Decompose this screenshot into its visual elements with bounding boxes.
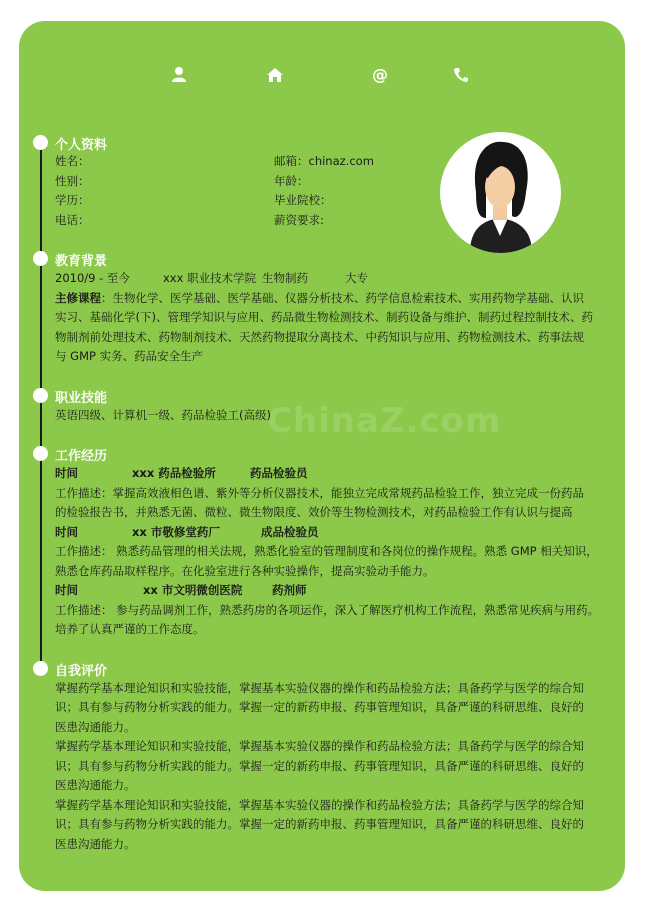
job2-desc-line-2: 熟悉仓库药品取样程序。在化验室进行各种实验操作，提高实验动手能力。 [55, 564, 435, 578]
section-title-work: 工作经历 [55, 449, 108, 464]
school-label: 毕业院校： [274, 193, 332, 207]
job1-time-label: 时间 [55, 466, 78, 480]
courses-label: 主修课程 [55, 291, 101, 305]
job2-company: xx 市敬修堂药厂 [132, 525, 220, 539]
education-label: 学历： [55, 193, 90, 207]
job3-time-label: 时间 [55, 583, 78, 597]
courses-line-2: 实习、基础化学(下)、管理学知识与应用、药品微生物检测技术、制药设备与维护、制药过程控制技术、药 [55, 310, 593, 324]
section-title-skills: 职业技能 [55, 391, 108, 406]
user-icon [169, 65, 189, 85]
self-line-4: 掌握药学基本理论知识和实验技能，掌握基本实验仪器的操作和药品检验方法；具备药学与医学的综合知 [55, 739, 584, 753]
self-line-1: 掌握药学基本理论知识和实验技能，掌握基本实验仪器的操作和药品检验方法；具备药学与医学的综合知 [55, 681, 584, 695]
courses-text-1: ：生物化学、医学基础、医学基础、仪器分析技术、药学信息检索技术、实用药物学基础、认识 [101, 291, 584, 305]
avatar [440, 132, 561, 253]
at-icon [370, 65, 390, 85]
self-line-8: 识；具有参与药物分析实践的能力。掌握一定的新药申报、药事管理知识，具备严谨的科研思维、良好的 [55, 817, 584, 831]
skills-text: 英语四级、计算机一级、药品检验工(高级) [55, 408, 271, 422]
job3-role: 药剂师 [272, 583, 307, 597]
section-title-education: 教育背景 [55, 254, 108, 269]
section-title-self: 自我评价 [55, 664, 108, 679]
age-label: 年龄： [274, 174, 309, 188]
section-dot-work [33, 446, 48, 461]
avatar-illustration [440, 132, 561, 253]
header-icon-bar [19, 65, 625, 89]
job2-desc-line-1: 工作描述： 熟悉药品管理的相关法规，熟悉化验室的管理制度和各岗位的操作规程。熟悉 GMP 相关知识， [55, 544, 598, 558]
job3-company: xx 市文明微创医院 [143, 583, 243, 597]
courses-line-1 [55, 289, 584, 309]
section-title-profile: 个人资料 [55, 138, 108, 153]
self-line-3: 医患沟通能力。 [55, 720, 136, 734]
job2-role: 成品检验员 [261, 525, 319, 539]
self-line-5: 识；具有参与药物分析实践的能力。掌握一定的新药申报、药事管理知识，具备严谨的科研思维、良好的 [55, 759, 584, 773]
phone-icon [451, 65, 471, 85]
self-line-7: 掌握药学基本理论知识和实验技能，掌握基本实验仪器的操作和药品检验方法；具备药学与医学的综合知 [55, 798, 584, 812]
job2-time-label: 时间 [55, 525, 78, 539]
self-line-2: 识；具有参与药物分析实践的能力。掌握一定的新药申报、药事管理知识，具备严谨的科研思维、良好的 [55, 700, 584, 714]
svg-text:@: @ [372, 65, 388, 84]
courses-line-4: 与 GMP 实务、药品安全生产 [55, 349, 204, 363]
email-label: 邮箱：chinaz.com [274, 154, 374, 168]
education-date: 2010/9 - 至今 [55, 271, 130, 285]
salary-label: 薪资要求: [274, 213, 324, 227]
section-dot-education [33, 251, 48, 266]
section-dot-skills [33, 388, 48, 403]
education-school: xxx 职业技术学院 [163, 271, 257, 285]
courses-line-3: 物制剂前处理技术、药物制剂技术、天然药物提取分离技术、中药知识与应用、药物检测技术、药事法规 [55, 330, 584, 344]
watermark: ChinaZ.com [267, 401, 502, 441]
education-major: 生物制药 [262, 271, 308, 285]
name-label: 姓名： [55, 154, 90, 168]
job1-company: xxx 药品检验所 [132, 466, 216, 480]
section-dot-profile [33, 135, 48, 150]
phone-label: 电话： [55, 213, 90, 227]
self-line-9: 医患沟通能力。 [55, 837, 136, 851]
job1-desc-line-2: 的检验报告书，并熟悉无菌、微粒、微生物限度、效价等生物检测技术，对药品检验工作有认识与提高 [55, 505, 573, 519]
resume-card [19, 21, 625, 891]
job1-role: 药品检验员 [250, 466, 308, 480]
job1-desc-line-1: 工作描述：掌握高效液相色谱、紫外等分析仪器技术，能独立完成常规药品检验工作，独立完成一份药品 [55, 486, 584, 500]
education-degree: 大专 [345, 271, 368, 285]
job3-desc-line-1: 工作描述： 参与药品调剂工作，熟悉药房的各项运作，深入了解医疗机构工作流程，熟悉常见疾病与用药。 [55, 603, 600, 617]
self-line-6: 医患沟通能力。 [55, 778, 136, 792]
gender-label: 性别： [55, 174, 90, 188]
job3-desc-line-2: 培养了认真严谨的工作态度。 [55, 622, 205, 636]
section-dot-self [33, 661, 48, 676]
home-icon [265, 65, 285, 85]
